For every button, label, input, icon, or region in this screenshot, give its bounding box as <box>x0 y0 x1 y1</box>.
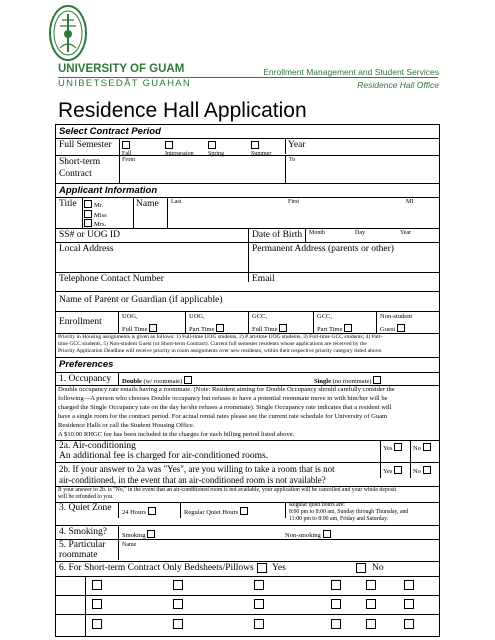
rule <box>118 525 119 560</box>
ac-yes-option[interactable]: Yes <box>383 443 402 453</box>
quiet-hours-note-2: 8:00 pm to 8:00 am, Sunday through Thursday, and <box>289 509 409 515</box>
intersession-label: Intersession <box>165 151 194 157</box>
quiet-24-hours-option[interactable]: 24 Hours <box>122 507 156 517</box>
rule <box>118 372 119 385</box>
rule <box>55 576 440 577</box>
bedsheets-yes-label: Yes <box>272 563 286 573</box>
rule <box>55 138 440 139</box>
grid-checkbox[interactable] <box>173 580 183 590</box>
grid-checkbox[interactable] <box>366 580 376 590</box>
fall-checkbox[interactable] <box>122 141 130 149</box>
q2b-no-option[interactable]: No <box>413 466 431 476</box>
university-chamorro-name: UNIBETSEDÅT GUAHAN <box>58 78 192 89</box>
rule <box>55 595 440 596</box>
rule <box>55 561 440 562</box>
enroll-uog-full-option[interactable]: Full Time <box>122 324 157 334</box>
occupancy-para-4: have a single room for the contract period. For actual rental rates please see the current rate schedule for University of Guam <box>58 413 388 420</box>
quiet-zone-label: 3. Quiet Zone <box>59 503 112 513</box>
rule <box>118 502 119 518</box>
enroll-uog-full-line1: UOG, <box>122 313 138 320</box>
grid-checkbox[interactable] <box>254 599 264 609</box>
double-occupancy-option[interactable]: Double (w/ roommate) <box>122 376 192 386</box>
year-label: Year <box>288 140 306 150</box>
occupancy-para-5: Residence Halls or call the Student Housing Office. <box>58 422 195 429</box>
rule <box>285 138 286 154</box>
section-applicant-info: Applicant Information <box>59 185 158 196</box>
q2b-note-line1: If your answer to 2b. is "No," in the event that an air-conditioned room is not available, your application will be cancelled and your whole deposit <box>58 487 397 493</box>
priority-note-line2: time GCC students, 5) Non-student Guest (or Short-term Contract). Current full semester residents whose applications are received by the <box>58 341 367 347</box>
rule <box>167 197 168 228</box>
parent-guardian-label: Name of Parent or Guardian (if applicable) <box>59 295 223 305</box>
last-name-label: Last <box>171 199 182 205</box>
email-label: Email <box>252 274 275 284</box>
rule <box>118 311 119 333</box>
grid-checkbox[interactable] <box>366 599 376 609</box>
office-name: Residence Hall Office <box>357 80 439 90</box>
dob-month-label: Month <box>309 230 326 236</box>
quiet-hours-note-3: 11:00 pm to 8:00 am, Friday and Saturday. <box>289 516 389 522</box>
rule <box>55 242 440 243</box>
rule <box>248 311 249 333</box>
rule <box>55 272 440 273</box>
title-mrs-option[interactable]: Mrs. <box>84 219 106 229</box>
enroll-guest-line1: Non-student <box>380 313 413 320</box>
rule <box>55 183 440 184</box>
rule <box>380 440 381 478</box>
grid-checkbox[interactable] <box>254 619 264 629</box>
single-occupancy-option[interactable]: Single (no roommate) <box>314 376 381 386</box>
first-name-label: First <box>288 199 300 205</box>
quiet-hours-note-1: Regular quiet hours are: <box>289 502 345 508</box>
grid-checkbox[interactable] <box>92 599 102 609</box>
rule <box>55 525 440 526</box>
rule <box>55 502 440 503</box>
ssn-label: SS# or UOG ID <box>59 230 120 240</box>
grid-checkbox[interactable] <box>173 619 183 629</box>
rule <box>55 539 440 540</box>
smoking-label: 4. Smoking? <box>59 527 108 537</box>
rule <box>313 311 314 333</box>
from-label: From <box>122 157 136 163</box>
rule <box>410 440 411 478</box>
header-divider <box>58 77 438 78</box>
bedsheets-label: 6. For Short-term Contract Only Bedsheets/Pillows <box>59 563 254 573</box>
department-name: Enrollment Management and Student Services <box>263 67 439 77</box>
rule <box>285 502 286 518</box>
section-preferences: Preferences <box>59 359 114 370</box>
rule <box>55 372 440 373</box>
permanent-address-label: Permanent Address (parents or other) <box>252 244 394 254</box>
occupancy-para-3: charged the Single Occupancy rate on the day he/she refuses a roommate). Single Occupancy rate indicates that a resident will <box>58 404 392 411</box>
university-name: UNIVERSITY OF GUAM <box>58 63 185 75</box>
title-miss-option[interactable]: Miss <box>84 210 107 220</box>
grid-checkbox[interactable] <box>331 619 341 629</box>
short-term-label: Short-term <box>59 157 101 167</box>
bedsheets-yes-checkbox[interactable] <box>257 563 267 573</box>
dob-day-label: Day <box>355 230 365 236</box>
non-smoking-option[interactable]: Non-smoking <box>285 530 331 540</box>
summer-label: Summer <box>251 151 272 157</box>
roommate-label: roommate <box>59 550 98 560</box>
enroll-guest-option[interactable]: Guest <box>380 324 405 334</box>
grid-checkbox[interactable] <box>404 599 414 609</box>
bedsheets-no-label: No <box>372 563 384 573</box>
rule <box>133 197 134 228</box>
enrollment-label: Enrollment <box>59 317 102 327</box>
title-mr-option[interactable]: Mr. <box>84 200 103 210</box>
mi-label: MI <box>406 199 414 205</box>
telephone-label: Telephone Contact Number <box>59 274 164 284</box>
name-label: Name <box>136 199 159 209</box>
rule <box>55 462 440 463</box>
grid-checkbox[interactable] <box>366 619 376 629</box>
q2b-note-line2: will be refunded to you. <box>58 494 114 500</box>
spring-label: Spring <box>208 151 225 157</box>
rule <box>185 311 186 333</box>
title-label: Title <box>59 199 77 209</box>
local-address-label: Local Address <box>59 244 114 254</box>
rule <box>82 197 83 228</box>
bedsheets-no-checkbox[interactable] <box>356 563 366 573</box>
grid-checkbox[interactable] <box>331 599 341 609</box>
smoking-option[interactable]: Smoking <box>122 530 155 540</box>
priority-note-line1: Priority in Housing assignments is given as follows: 1) Full-time UOG students, 2) P art-time UOG students, 3) Full-time GCC students; 4) Part- <box>58 334 383 340</box>
rule <box>55 155 440 156</box>
summer-checkbox[interactable] <box>251 141 259 149</box>
enroll-uog-part-line1: UOG, <box>189 313 205 320</box>
rule <box>55 357 440 358</box>
grid-checkbox[interactable] <box>92 580 102 590</box>
intersession-checkbox[interactable] <box>165 141 173 149</box>
form-title: Residence Hall Application <box>58 99 307 122</box>
dob-label: Date of Birth <box>252 230 303 240</box>
rule <box>285 155 286 183</box>
quiet-regular-option[interactable]: Regular Quiet Hours <box>184 507 248 517</box>
q2b-line2: air-conditioned, in the event that an air-conditioned room is not available? <box>59 475 326 485</box>
rule <box>55 197 440 198</box>
rule <box>119 138 120 183</box>
enroll-gcc-part-option[interactable]: Part Time <box>317 324 352 334</box>
rule <box>305 228 306 242</box>
grid-checkbox[interactable] <box>331 580 341 590</box>
rule <box>248 228 249 282</box>
grid-checkbox[interactable] <box>254 580 264 590</box>
grid-checkbox[interactable] <box>404 619 414 629</box>
ac-no-option[interactable]: No <box>413 443 431 453</box>
occupancy-para-2: following—A person who chooses Double occupancy but refuses to have a potential roommate move in with him/her will be <box>58 395 388 402</box>
q2b-yes-option[interactable]: Yes <box>383 466 402 476</box>
grid-checkbox[interactable] <box>92 619 102 629</box>
section-select-contract: Select Contract Period <box>59 126 161 137</box>
q2b-line1: 2b. If your answer to 2a was "Yes", are you willing to take a room that is not <box>59 464 335 474</box>
occupancy-para-6: A $10.00 RHGC fee has been included in the charges for each billing period listed above. <box>58 431 295 438</box>
fall-label: Fall <box>122 151 132 157</box>
rule <box>85 576 86 637</box>
roommate-name-label: Name <box>122 542 137 548</box>
rule <box>180 502 181 518</box>
rule <box>55 291 440 292</box>
ac-note: An additional fee is charged for air-conditioned rooms. <box>59 451 269 461</box>
rule <box>376 311 377 333</box>
to-label: To <box>289 157 296 163</box>
enroll-gcc-full-option[interactable]: Full Time <box>252 324 287 334</box>
ac-question: 2a. Air-conditioning <box>59 441 136 451</box>
priority-note-line3: Priority Application Deadline will receive priority in room assignments over new residents, within their respective priority category listed above. <box>58 348 383 354</box>
occupancy-label: 1. Occupancy <box>59 374 112 384</box>
occupancy-para-1: Double occupancy rate entails having a roommate. (Note: Resident aiming for Double Occupancy should carefully consider the <box>58 386 395 393</box>
dob-year-label: Year <box>400 230 412 236</box>
particular-label: 5. Particular <box>59 540 106 550</box>
enroll-uog-part-option[interactable]: Part Time <box>189 324 224 334</box>
full-semester-label: Full Semester <box>59 140 112 150</box>
grid-checkbox[interactable] <box>404 580 414 590</box>
rule <box>55 614 440 615</box>
spring-checkbox[interactable] <box>208 141 216 149</box>
grid-checkbox[interactable] <box>173 599 183 609</box>
enroll-gcc-part-line1: GCC, <box>317 313 332 320</box>
university-seal-logo <box>48 4 88 62</box>
contract-label: Contract <box>59 169 92 179</box>
enroll-gcc-full-line1: GCC, <box>252 313 267 320</box>
